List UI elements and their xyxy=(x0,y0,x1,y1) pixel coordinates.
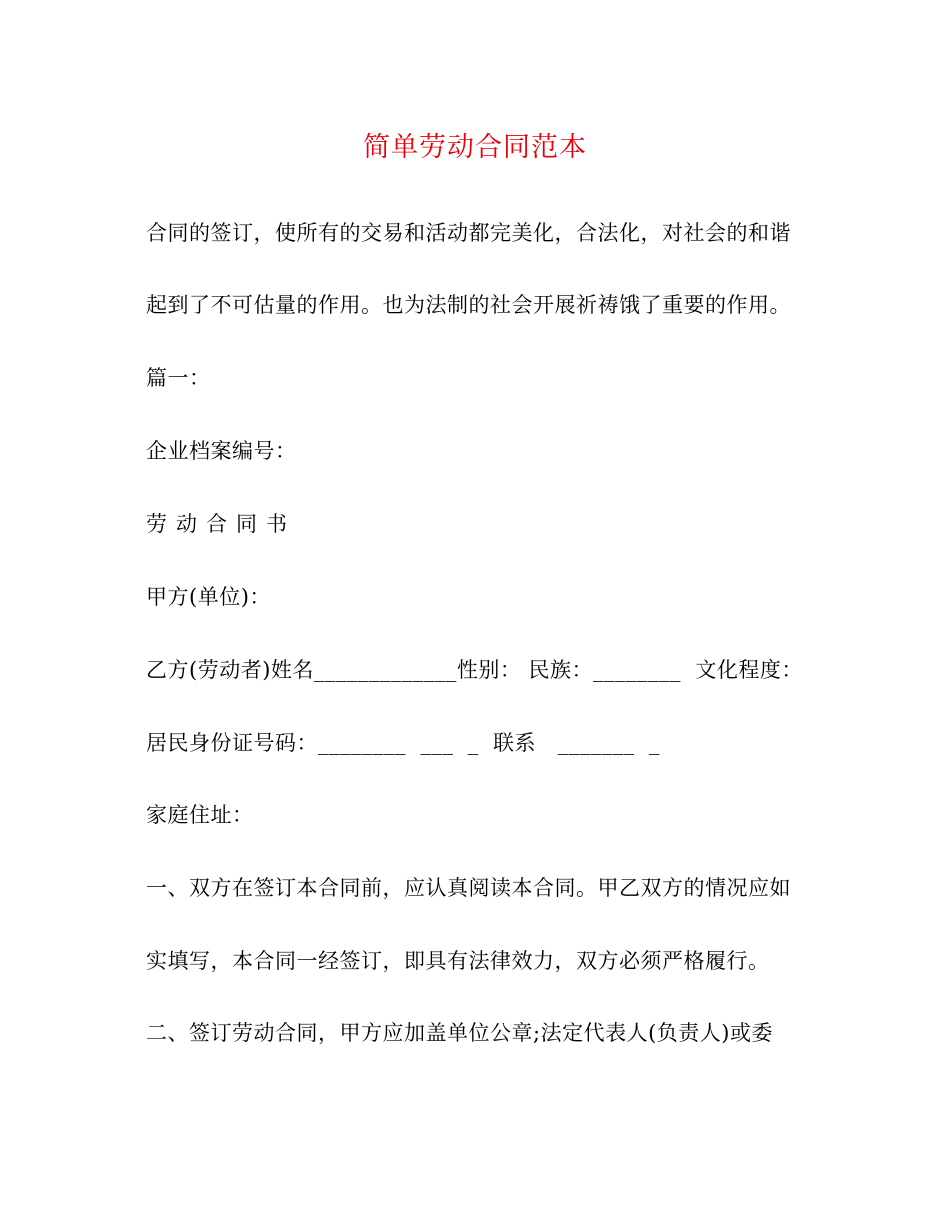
clause-2-line-1: 二、签订劳动合同，甲方应加盖单位公章;法定代表人(负责人)或委 xyxy=(146,1021,773,1045)
page-title: 简单劳动合同范本 xyxy=(363,132,587,163)
intro-line-2: 起到了不可估量的作用。也为法制的社会开展祈祷饿了重要的作用。 xyxy=(146,293,791,317)
file-number-label: 企业档案编号： xyxy=(146,439,297,463)
contract-book-title: 劳动合同书 xyxy=(146,512,296,536)
party-a-field: 甲方(单位)： xyxy=(146,585,271,609)
party-b-field: 乙方(劳动者)姓名_____________性别： 民族：________ 文化程度： xyxy=(146,658,803,682)
intro-line-1: 合同的签订，使所有的交易和活动都完美化，合法化，对社会的和谐 xyxy=(146,221,791,245)
clause-1-line-1: 一、双方在签订本合同前，应认真阅读本合同。甲乙双方的情况应如 xyxy=(146,876,791,900)
clause-1-line-2: 实填写，本合同一经签订，即具有法律效力，双方必须严格履行。 xyxy=(146,949,770,973)
home-address-field: 家庭住址： xyxy=(146,803,254,827)
section-heading: 篇一： xyxy=(146,366,211,390)
id-number-field: 居民身份证号码：________ ___ _ 联系 _______ _ xyxy=(146,731,660,755)
